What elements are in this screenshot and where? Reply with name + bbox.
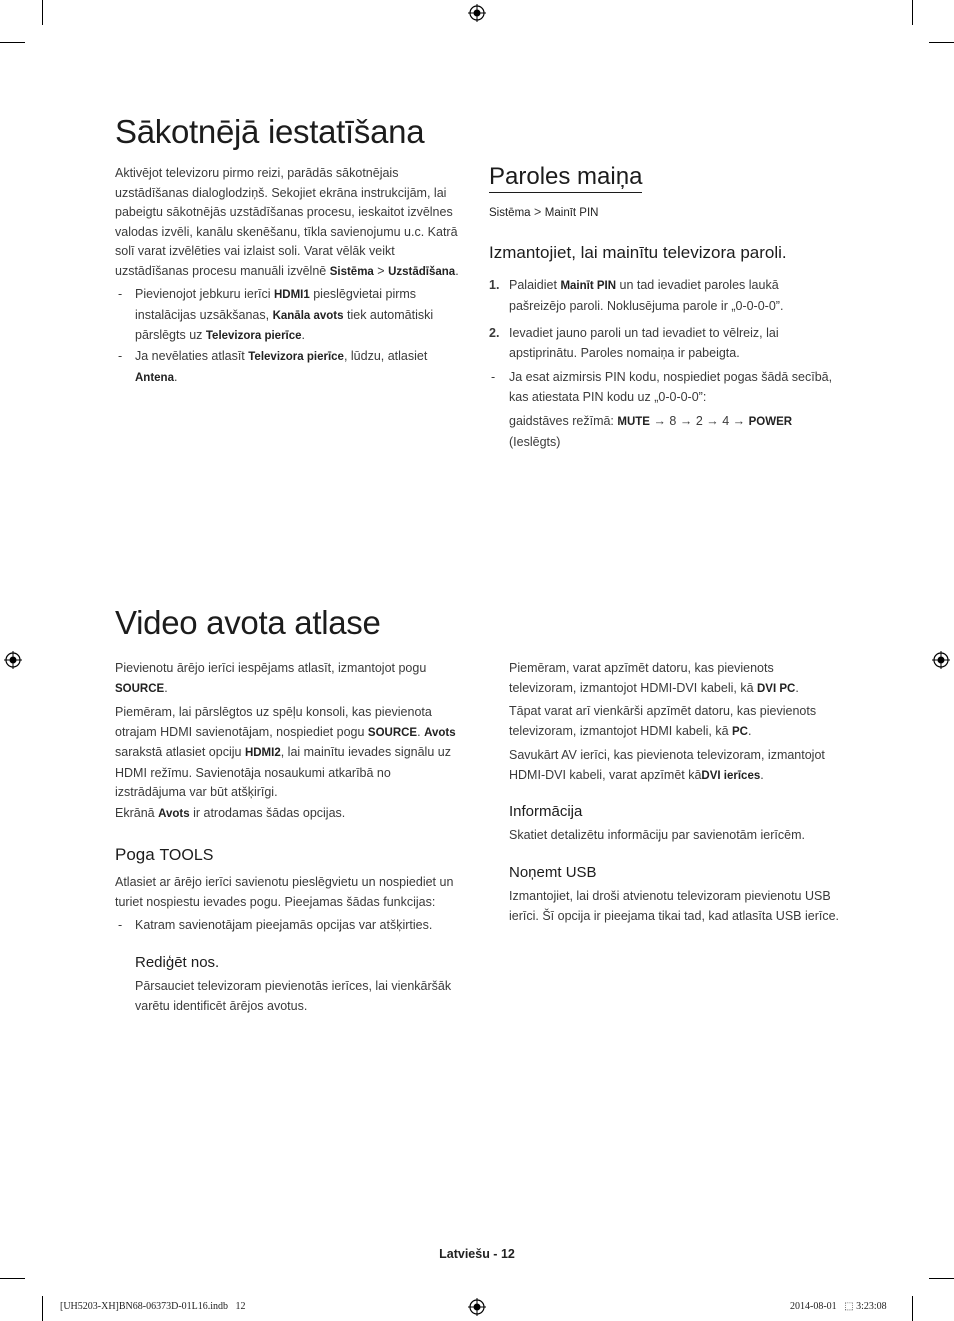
information-description: Skatiet detalizētu informāciju par savienotām ierīcēm. xyxy=(509,828,805,842)
initial-setup-bullet: - Pievienojot jebkuru ierīci HDMI1 pieslēgvietai pirms instalācijas uzsākšanas, Kanāla avots tiek automātiski pārslēgts uz Televizora pierīce. xyxy=(118,287,434,342)
remove-usb-heading: Noņemt USB xyxy=(509,864,597,881)
tools-description: Atlasiet ar ārējo ierīci savienotu pieslēgvietu un nospiediet un turiet nospiestu ievades pogu. Pieejamas šādas funkcijas: xyxy=(115,875,454,909)
bullet-dash: - xyxy=(118,349,123,363)
registration-mark-icon xyxy=(4,651,22,669)
change-password-subtitle: Izmantojiet, lai mainītu televizora paroli. xyxy=(489,243,787,262)
change-password-step-2: 2. Ievadiet jauno paroli un tad ievadiet to vēlreiz, lai apstiprinātu. Paroles nomaiņa ir pabeigta. xyxy=(489,326,779,360)
registration-mark-icon xyxy=(468,4,486,22)
information-heading: Informācija xyxy=(509,803,583,820)
crop-mark xyxy=(0,1278,25,1279)
initial-setup-intro: Aktivējot televizoru pirmo reizi, parādās sākotnējais uzstādīšanas dialoglodziņš. Sekojiet ekrāna instrukcijām, lai pabeigtu sākotnējās uzstādīšanas procesu, ieskaitot izvēlnes valodas izvēli, kanālu skenēšanu, tīkla savienojumu u.c. Katrā solī varat izvēlēties vai izlaist soli. Varat vēlāk veikt uzstādīšanas procesu manuāli izvēlnē Sistēma > Uzstādīšana. xyxy=(115,166,459,278)
page-number: Latviešu - 12 xyxy=(439,1247,515,1261)
bullet-dash: - xyxy=(491,370,496,384)
section-title-video-source: Video avota atlase xyxy=(115,604,381,641)
crop-mark xyxy=(912,1296,913,1321)
crop-mark xyxy=(929,42,954,43)
rename-example-2: Tāpat varat arī vienkārši apzīmēt datoru, kas pievienots televizoram, izmantojot HDMI kabeli, kā PC. xyxy=(509,704,817,738)
rename-example-1: Piemēram, varat apzīmēt datoru, kas pievienots televizoram, izmantojot HDMI-DVI kabeli, kā DVI PC. xyxy=(509,661,799,695)
video-source-para-2: Piemēram, lai pārslēgtos uz spēļu konsoli, kas pievienota otrajam HDMI savienotājam, nospiediet pogu SOURCE. Avots sarakstā atlasiet opciju HDMI2, lai mainītu ievades signālu uz HDMI režīmu. Savienotāja nosaukumi atkarībā no izstrādājuma var būt atšķirīgi. xyxy=(115,705,456,799)
video-source-para-3: Ekrānā Avots ir atrodamas šādas opcijas. xyxy=(115,806,346,820)
initial-setup-bullet: - Ja nevēlaties atlasīt Televizora pierīce, lūdzu, atlasiet Antena. xyxy=(118,349,428,384)
rename-heading: Rediģēt nos. xyxy=(135,954,220,971)
tools-button-heading: Poga TOOLS xyxy=(115,845,214,864)
rename-example-3: Savukārt AV ierīci, kas pievienota televizoram, izmantojot HDMI-DVI kabeli, varat apzīmēt kāDVI ierīces. xyxy=(509,748,825,782)
video-source-para-1: Pievienotu ārējo ierīci iespējams atlasīt, izmantojot pogu SOURCE. xyxy=(115,661,427,695)
rename-description: Pārsauciet televizoram pievienotās ierīces, lai vienkāršāk varētu identificēt ārējos avotus. xyxy=(135,979,452,1013)
pin-reset-sequence: gaidstāves režīmā: MUTE → 8 → 2 → 4 → POWER (Ieslēgts) xyxy=(509,414,793,449)
registration-mark-icon xyxy=(932,651,950,669)
change-password-step-1: 1. Palaidiet Mainīt PIN un tad ievadiet paroles laukā pašreizējo paroli. Noklusējuma parole ir „0-0-0-0”. xyxy=(489,278,784,313)
print-timestamp: 2014-08-01 ⬚ 3:23:08 xyxy=(790,1301,887,1312)
bullet-dash: - xyxy=(118,918,123,932)
section-title-initial-setup: Sākotnējā iestatīšana xyxy=(115,113,425,150)
tools-bullet: - Katram savienotājam pieejamās opcijas var atšķirties. xyxy=(118,916,463,936)
crop-mark xyxy=(0,42,25,43)
section-title-change-password: Paroles maiņa xyxy=(489,163,642,191)
change-password-note: - Ja esat aizmirsis PIN kodu, nospiediet pogas šādā secībā, kas atiestata PIN kodu uz „0-0-0-0”: gaidstāves režīmā: MUTE → 8 → 2 → 4 → POWER (Ieslēgts) xyxy=(491,368,834,452)
crop-mark xyxy=(929,1278,954,1279)
crop-mark xyxy=(912,0,913,25)
change-password-menu-path: Sistēma > Mainīt PIN xyxy=(489,205,599,219)
remove-usb-description: Izmantojiet, lai droši atvienotu televizoram pievienotu USB ierīci. Šī opcija ir pieejama tikai tad, kad atlasīta USB ierīce. xyxy=(509,889,840,923)
crop-mark xyxy=(42,1296,43,1321)
registration-mark-icon xyxy=(468,1298,486,1316)
bullet-dash: - xyxy=(118,287,123,301)
crop-mark xyxy=(42,0,43,25)
file-info: [UH5203-XH]BN68-06373D-01L16.indb 12 xyxy=(60,1301,246,1312)
